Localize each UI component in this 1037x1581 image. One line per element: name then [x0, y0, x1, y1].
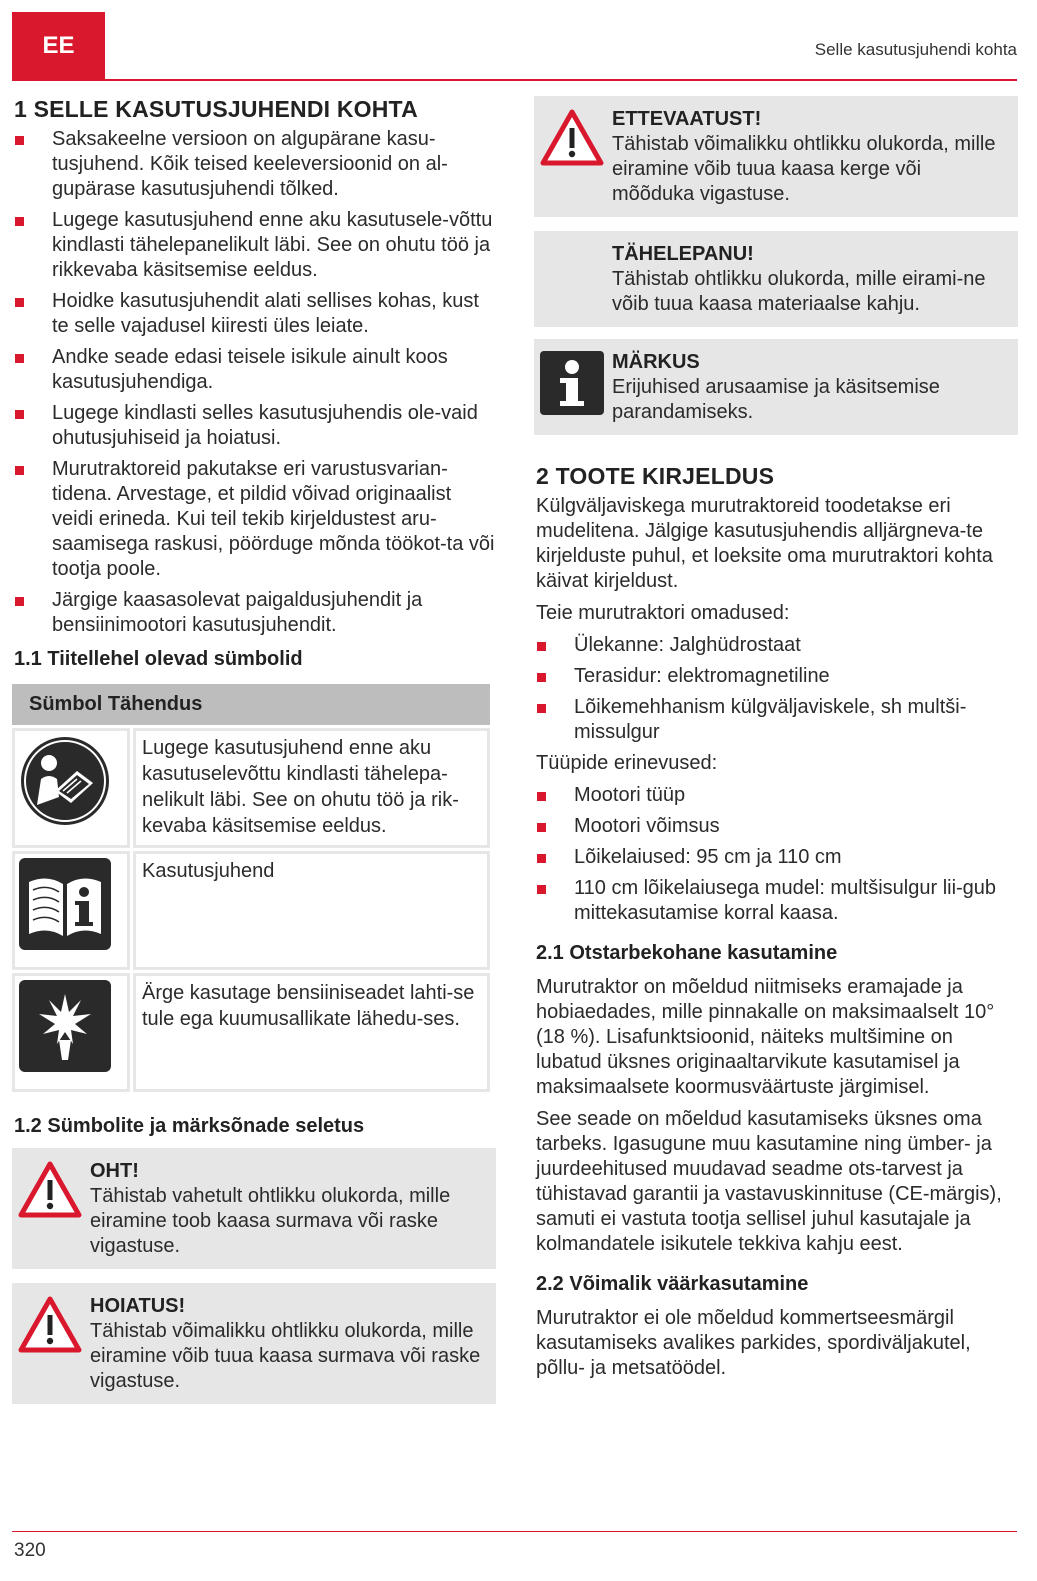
warning-triangle-icon — [18, 1295, 82, 1355]
types-label: Tüüpide erinevused: — [536, 752, 718, 774]
meaning-cell: Ärge kasutage bensiiniseadet lahti-se tule ega kuumusallikate lähedu-ses. — [133, 973, 490, 1092]
table-row — [12, 728, 490, 848]
symbol-cell — [12, 728, 130, 848]
list-item: Ülekanne: Jalghüdrostaat — [534, 633, 1018, 658]
bullet-icon — [15, 597, 24, 606]
list-item: Murutraktoreid pakutakse eri varustusvarian-tidena. Arvestage, et pildid võivad originaalist veidi erineda. Kui teil tekib kirjeldustest aru-saamisega raskusi, pöörduge mõnda töökot-ta või tootja poole. — [12, 457, 496, 582]
misuse-paragraph: Murutraktor ei ole mõeldud kommertseesmärgil kasutamiseks avalikes parkides, spordiväljakutel, põllu- ja metsatöödel. — [536, 1307, 971, 1379]
bullet-icon — [537, 885, 546, 894]
bullet-icon — [537, 854, 546, 863]
bullet-icon — [15, 298, 24, 307]
section-2-heading: 2 TOOTE KIRJELDUS — [536, 463, 775, 489]
use-paragraph-2: See seade on mõeldud kasutamiseks üksnes oma tarbeks. Igasugune muu kasutamine ning ümber- ja juurdeehitused muudavad seadme ots-tarvest ja tühistavad garantii ja vastavuskinnituse (CE-märgis), samuti ei vastuta tootja sellisel juhul kasutajale ja kolmandatele isikutele tekkiva kahju eest. — [536, 1108, 1002, 1255]
list-item: Järgige kaasasolevat paigaldusjuhendit ja bensiinimootori kasutusjuhendit. — [12, 588, 496, 638]
subsection-2-2-heading: 2.2 Võimalik väärkasutamine — [536, 1273, 809, 1295]
list-item: 110 cm lõikelaiusega mudel: multšisulgur lii-gub mittekasutamise korral kaasa. — [534, 876, 1018, 926]
running-header: Selle kasutusjuhendi kohta — [814, 40, 1017, 59]
subsection-2-1-heading: 2.1 Otstarbekohane kasutamine — [536, 942, 838, 964]
symbol-cell — [12, 973, 130, 1092]
note-title: TÄHELEPANU! — [612, 243, 754, 265]
table-row — [12, 851, 490, 970]
danger-note — [12, 1148, 496, 1269]
properties-label: Teie murutraktori omadused: — [536, 602, 790, 624]
bullet-icon — [537, 673, 546, 682]
types-list — [534, 783, 1018, 926]
note-text: Tähistab võimalikku ohtlikku olukorda, mille eiramine võib tuua kaasa surmava või raske vigastuse. — [90, 1320, 481, 1392]
bullet-icon — [537, 792, 546, 801]
bullet-icon — [537, 704, 546, 713]
right-column — [534, 96, 1018, 1388]
footer-rule — [12, 1531, 1017, 1532]
bullet-icon — [15, 217, 24, 226]
list-item: Lõikemehhanism külgväljaviskele, sh multši-missulgur — [534, 695, 1018, 745]
page-number: 320 — [14, 1540, 46, 1561]
manual-book-icon — [19, 858, 111, 950]
attention-note — [534, 231, 1018, 327]
language-tab: EE — [12, 12, 105, 80]
no-open-fire-icon — [19, 980, 111, 1072]
note-text: Tähistab võimalikku ohtlikku olukorda, mille eiramine võib tuua kaasa kerge või mõõduka vigastuse. — [612, 133, 996, 205]
bullet-icon — [15, 136, 24, 145]
symbol-table — [9, 681, 493, 1095]
list-item: Mootori võimsus — [534, 814, 1018, 839]
intro-paragraph: Külgväljaviskega murutraktoreid toodetakse eri mudelitena. Jälgige kasutusjuhendis alljärgneva-te kirjelduste puhul, et loeksite oma murutraktori kohta käivat kirjeldust. — [536, 495, 993, 592]
bullet-icon — [537, 642, 546, 651]
remark-note — [534, 339, 1018, 435]
list-item: Mootori tüüp — [534, 783, 1018, 808]
subsection-1-2-heading: 1.2 Sümbolite ja märksõnade seletus — [14, 1115, 365, 1137]
note-title: MÄRKUS — [612, 351, 700, 373]
read-manual-icon — [19, 735, 111, 827]
list-item: Andke seade edasi teisele isikule ainult koos kasutusjuhendiga. — [12, 345, 496, 395]
warning-note — [12, 1283, 496, 1404]
list-item: Terasidur: elektromagnetiline — [534, 664, 1018, 689]
list-item: Hoidke kasutusjuhendit alati sellises kohas, kust te selle vajadusel kiiresti üles leiate. — [12, 289, 496, 339]
section-1-heading: 1 SELLE KASUTUSJUHENDI KOHTA — [14, 96, 418, 122]
bullet-icon — [537, 823, 546, 832]
intro-bullet-list — [12, 127, 496, 638]
list-item: Saksakeelne versioon on algupärane kasu-tusjuhend. Kõik teised keeleversioonid on al-gupärase kasutusjuhendi tõlked. — [12, 127, 496, 202]
use-paragraph-1: Murutraktor on mõeldud niitmiseks eramajade ja hobiaedades, mille pinnakalle on maksimaalselt 10° (18 %). Lisafunktsioonid, näiteks multšimine on lubatud üksnes originaaltarvikute kasutamisel ja maksimaalsete koormusväärtuste järgimisel. — [536, 976, 995, 1098]
meaning-cell: Kasutusjuhend — [133, 851, 490, 970]
caution-note — [534, 96, 1018, 217]
list-item: Lugege kindlasti selles kasutusjuhendis ole-vaid ohutusjuhiseid ja hoiatusi. — [12, 401, 496, 451]
symbol-table-header: Sümbol Tähendus — [12, 684, 490, 725]
list-item: Lugege kasutusjuhend enne aku kasutusele-võttu kindlasti tähelepanelikult läbi. See on ohutu töö ja rikkevaba käsitsemise eeldus. — [12, 208, 496, 283]
bullet-icon — [15, 466, 24, 475]
subsection-1-1-heading: 1.1 Tiitellehel olevad sümbolid — [14, 648, 303, 670]
info-icon — [540, 351, 604, 415]
note-text: Tähistab ohtlikku olukorda, mille eirami-ne võib tuua kaasa materiaalse kahju. — [612, 268, 986, 315]
header-rule — [12, 79, 1017, 81]
meaning-cell: Lugege kasutusjuhend enne aku kasutuselevõttu kindlasti tähelepa-nelikult läbi. See on ohutu töö ja rik-kevaba käsitsemise eeldus. — [133, 728, 490, 848]
bullet-icon — [15, 410, 24, 419]
note-text: Erijuhised arusaamise ja käsitsemise parandamiseks. — [612, 376, 940, 423]
table-row — [12, 973, 490, 1092]
symbol-cell — [12, 851, 130, 970]
list-item: Lõikelaiused: 95 cm ja 110 cm — [534, 845, 1018, 870]
note-title: OHT! — [90, 1160, 139, 1182]
note-title: ETTEVAATUST! — [612, 108, 762, 130]
note-text: Tähistab vahetult ohtlikku olukorda, mille eiramine toob kaasa surmava või raske vigastuse. — [90, 1185, 451, 1257]
warning-triangle-icon — [18, 1160, 82, 1220]
warning-triangle-icon — [540, 108, 604, 168]
properties-list — [534, 633, 1018, 745]
left-column — [12, 96, 496, 1416]
bullet-icon — [15, 354, 24, 363]
note-title: HOIATUS! — [90, 1295, 186, 1317]
